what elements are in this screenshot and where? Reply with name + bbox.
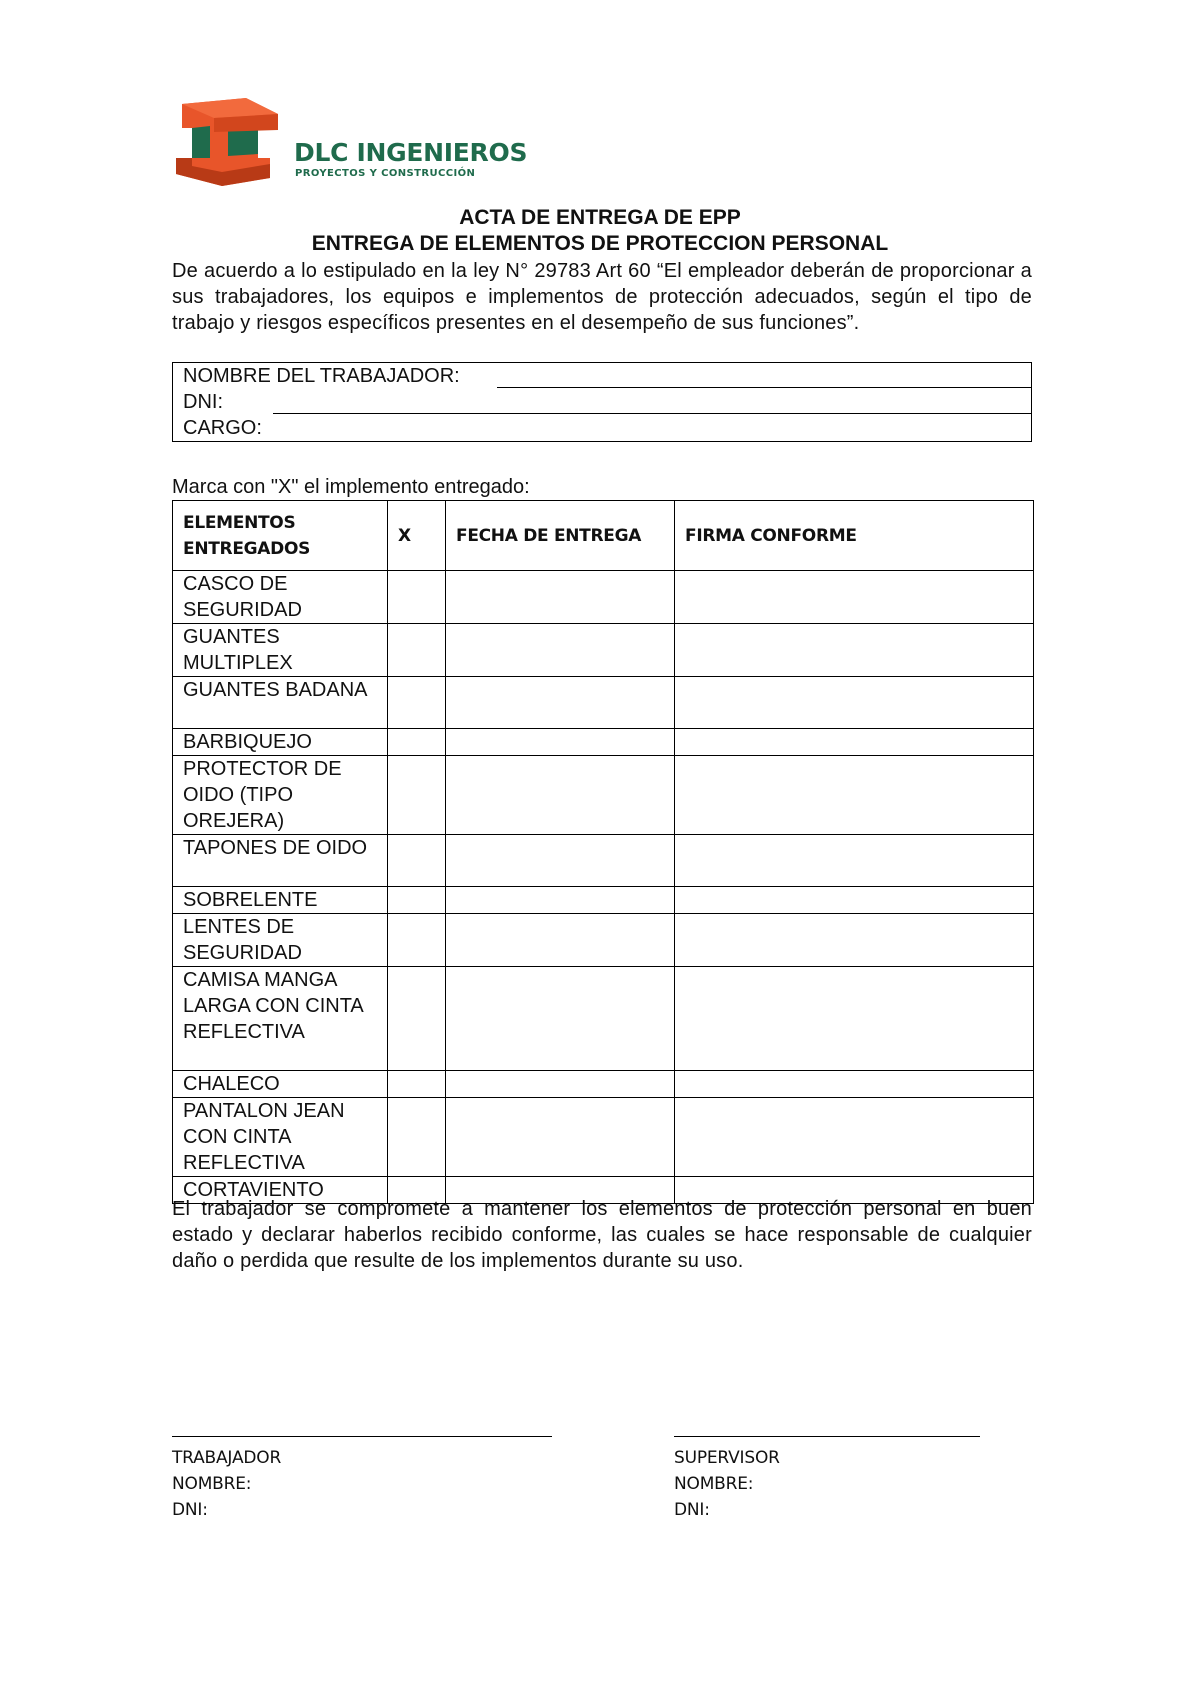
- item-date-cell[interactable]: [446, 677, 675, 729]
- dlc-logo-icon: [170, 96, 280, 188]
- item-name: PROTECTOR DE OIDO (TIPO OREJERA): [173, 756, 388, 835]
- table-row: [173, 914, 1034, 967]
- item-check-cell[interactable]: [388, 756, 446, 835]
- item-name: GUANTES BADANA: [173, 677, 388, 729]
- item-signature-cell[interactable]: [675, 1098, 1034, 1177]
- worker-name-field[interactable]: [497, 387, 1031, 388]
- document-subtitle: ENTREGA DE ELEMENTOS DE PROTECCION PERSONAL: [311, 232, 889, 255]
- item-check-cell[interactable]: [388, 967, 446, 1071]
- item-date-cell[interactable]: [446, 729, 675, 756]
- item-date-cell[interactable]: [446, 914, 675, 967]
- item-date-cell[interactable]: [446, 1098, 675, 1177]
- item-signature-cell[interactable]: [675, 624, 1034, 677]
- closing-paragraph: El trabajador se compromete a mantener los elementos de protección personal en buen estado y declarar haberlos recibido conforme, las cuales se hace responsable de cualquier daño o perdida que resulte de los implementos durante su uso.: [172, 1198, 1032, 1272]
- item-name: PANTALON JEAN CON CINTA REFLECTIVA: [173, 1098, 388, 1177]
- supervisor-signature-name-label: NOMBRE:: [674, 1474, 754, 1494]
- instruction-text: Marca con "X" el implemento entregado:: [172, 476, 530, 498]
- worker-signature-role: TRABAJADOR: [172, 1448, 282, 1468]
- item-date-cell[interactable]: [446, 571, 675, 624]
- table-header-row: [173, 501, 1034, 571]
- supervisor-signature-line[interactable]: [674, 1436, 980, 1437]
- item-date-cell[interactable]: [446, 624, 675, 677]
- item-date-cell[interactable]: [446, 835, 675, 887]
- item-check-cell[interactable]: [388, 914, 446, 967]
- item-check-cell[interactable]: [388, 887, 446, 914]
- table-row: [173, 887, 1034, 914]
- item-signature-cell[interactable]: [675, 967, 1034, 1071]
- item-signature-cell[interactable]: [675, 677, 1034, 729]
- item-check-cell[interactable]: [388, 835, 446, 887]
- company-name: DLC INGENIEROS: [294, 138, 528, 167]
- item-check-cell[interactable]: [388, 729, 446, 756]
- item-check-cell[interactable]: [388, 571, 446, 624]
- item-check-cell[interactable]: [388, 1071, 446, 1098]
- header-fecha: FECHA DE ENTREGA: [446, 501, 675, 571]
- worker-cargo-label: CARGO:: [183, 417, 262, 439]
- item-signature-cell[interactable]: [675, 914, 1034, 967]
- supervisor-signature-role: SUPERVISOR: [674, 1448, 780, 1468]
- item-name: CAMISA MANGA LARGA CON CINTA REFLECTIVA: [173, 967, 388, 1071]
- worker-dni-field[interactable]: [273, 413, 1031, 414]
- table-row: [173, 835, 1034, 887]
- item-name: CASCO DE SEGURIDAD: [173, 571, 388, 624]
- item-signature-cell[interactable]: [675, 887, 1034, 914]
- item-check-cell[interactable]: [388, 1098, 446, 1177]
- supervisor-signature-block: [674, 1436, 980, 1523]
- item-name: CHALECO: [173, 1071, 388, 1098]
- item-signature-cell[interactable]: [675, 571, 1034, 624]
- header-elementos: ELEMENTOS ENTREGADOS: [173, 501, 388, 571]
- item-signature-cell[interactable]: [675, 756, 1034, 835]
- table-row: [173, 624, 1034, 677]
- header-x: X: [388, 501, 446, 571]
- table-row: [173, 756, 1034, 835]
- table-row: [173, 1071, 1034, 1098]
- item-signature-cell[interactable]: [675, 1071, 1034, 1098]
- company-logo: [170, 96, 540, 188]
- worker-signature-line[interactable]: [172, 1436, 552, 1437]
- item-name: TAPONES DE OIDO: [173, 835, 388, 887]
- item-name: BARBIQUEJO: [173, 729, 388, 756]
- item-name: SOBRELENTE: [173, 887, 388, 914]
- table-row: [173, 677, 1034, 729]
- worker-signature-block: [172, 1436, 552, 1523]
- epp-table: [172, 500, 1034, 1204]
- intro-paragraph: De acuerdo a lo estipulado en la ley N° 29783 Art 60 “El empleador deberán de proporcionar a sus trabajadores, los equipos e implementos de protección adecuados, según el tipo de trabajo y riesgos específicos presentes en el desempeño de sus funciones”.: [172, 260, 1032, 334]
- item-date-cell[interactable]: [446, 756, 675, 835]
- item-date-cell[interactable]: [446, 1071, 675, 1098]
- item-name: CORTAVIENTO: [173, 1177, 388, 1204]
- table-row: [173, 571, 1034, 624]
- item-check-cell[interactable]: [388, 677, 446, 729]
- company-tagline: PROYECTOS Y CONSTRUCCIÓN: [295, 168, 476, 179]
- document-title: ACTA DE ENTREGA DE EPP: [459, 206, 741, 229]
- table-row: [173, 967, 1034, 1071]
- table-row: [173, 729, 1034, 756]
- header-firma: FIRMA CONFORME: [675, 501, 1034, 571]
- worker-signature-dni-label: DNI:: [172, 1500, 208, 1520]
- item-date-cell[interactable]: [446, 887, 675, 914]
- worker-info-box: [172, 362, 1032, 442]
- item-signature-cell[interactable]: [675, 835, 1034, 887]
- worker-signature-name-label: NOMBRE:: [172, 1474, 252, 1494]
- item-name: LENTES DE SEGURIDAD: [173, 914, 388, 967]
- item-name: GUANTES MULTIPLEX: [173, 624, 388, 677]
- item-date-cell[interactable]: [446, 967, 675, 1071]
- item-signature-cell[interactable]: [675, 729, 1034, 756]
- table-row: [173, 1098, 1034, 1177]
- worker-dni-label: DNI:: [183, 391, 223, 413]
- worker-name-label: NOMBRE DEL TRABAJADOR:: [183, 365, 460, 387]
- supervisor-signature-dni-label: DNI:: [674, 1500, 710, 1520]
- item-check-cell[interactable]: [388, 624, 446, 677]
